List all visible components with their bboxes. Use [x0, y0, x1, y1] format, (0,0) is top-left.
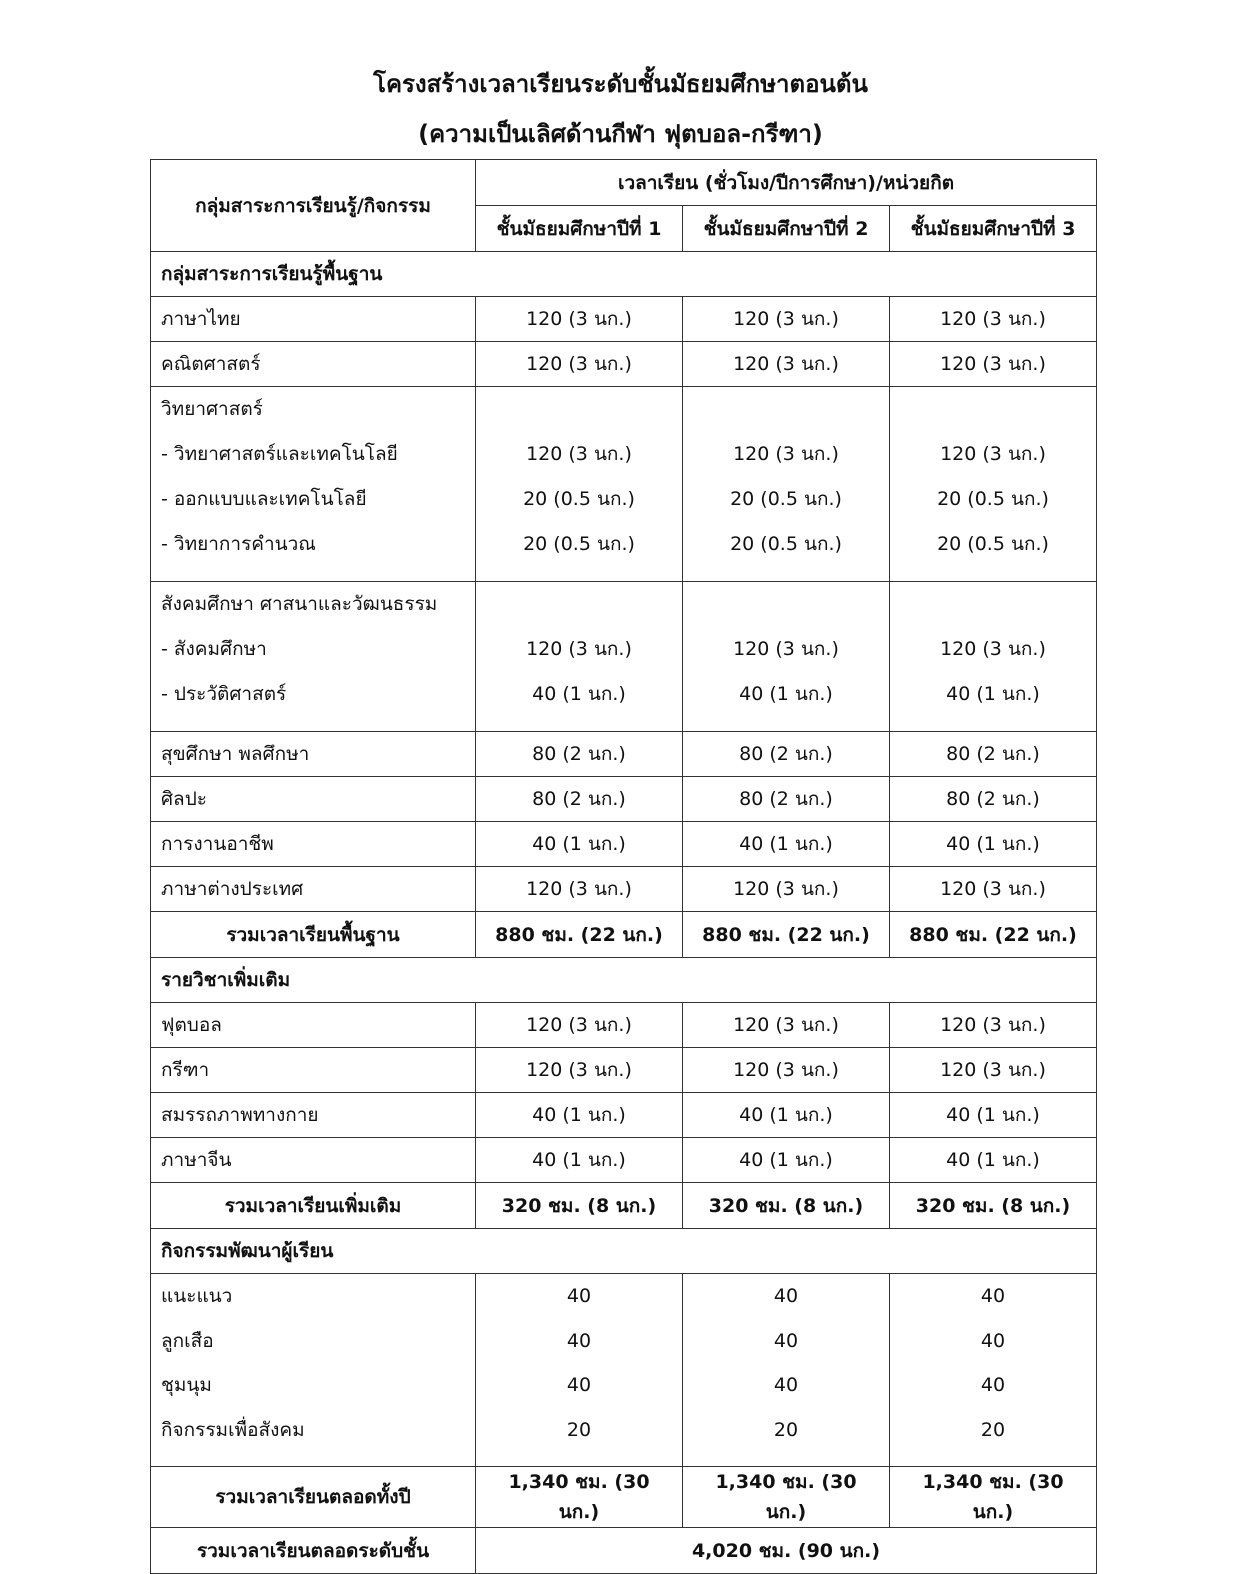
row-label: สุขศึกษา พลศึกษา — [151, 732, 476, 777]
row-value: 120 (3 นก.) — [683, 1003, 890, 1048]
row-value: 80 (2 นก.) — [683, 732, 890, 777]
row-value: 120 (3 นก.) — [940, 638, 1046, 660]
total-value: 880 ชม. (22 นก.) — [476, 912, 683, 958]
row-value: 120 (3 นก.) — [683, 297, 890, 342]
science-sub-2: - ออกแบบและเทคโนโลยี — [161, 488, 367, 510]
header-grade-2: ชั้นมัธยมศึกษาปีที่ 2 — [683, 206, 890, 252]
table-row — [151, 1048, 1097, 1093]
table-row-core-total — [151, 912, 1097, 958]
row-value: 40 (1 นก.) — [890, 1138, 1097, 1183]
row-value: 120 (3 นก.) — [476, 1048, 683, 1093]
table-row-arts — [151, 777, 1097, 822]
section-core-label: กลุ่มสาระการเรียนรู้พื้นฐาน — [151, 252, 1097, 297]
row-value: 40 (1 นก.) — [739, 683, 833, 705]
section-activities-label: กิจกรรมพัฒนาผู้เรียน — [151, 1229, 1097, 1274]
row-value: 20 — [773, 1418, 799, 1441]
table-row — [151, 1138, 1097, 1183]
row-value: 120 (3 นก.) — [526, 638, 632, 660]
row-value: 40 — [773, 1329, 799, 1352]
row-value: 120 (3 นก.) — [890, 867, 1097, 912]
row-value: 120 (3 นก.) — [890, 1048, 1097, 1093]
total-value: 1,340 ชม. (30 นก.) — [476, 1467, 683, 1528]
row-value: 120 (3 นก.) — [683, 342, 890, 387]
header-group-col: กลุ่มสาระการเรียนรู้/กิจกรรม — [151, 160, 476, 252]
header-grade-1: ชั้นมัธยมศึกษาปีที่ 1 — [476, 206, 683, 252]
row-value: 40 (1 นก.) — [890, 1093, 1097, 1138]
row-value: 20 (0.5 นก.) — [730, 488, 842, 510]
social-sub-2: - ประวัติศาสตร์ — [161, 683, 287, 705]
row-value: 20 — [980, 1418, 1006, 1441]
total-label: รวมเวลาเรียนตลอดทั้งปี — [151, 1467, 476, 1528]
science-sub-1: - วิทยาศาสตร์และเทคโนโลยี — [161, 443, 398, 465]
row-label: การงานอาชีพ — [151, 822, 476, 867]
science-label: วิทยาศาสตร์ — [161, 398, 263, 420]
row-label: ภาษาต่างประเทศ — [151, 867, 476, 912]
row-value: 40 — [980, 1285, 1006, 1307]
total-value: 1,340 ชม. (30 นก.) — [890, 1467, 1097, 1528]
row-value: 120 (3 นก.) — [476, 1003, 683, 1048]
row-value: 40 — [773, 1374, 799, 1396]
row-value: 120 (3 นก.) — [476, 297, 683, 342]
row-value: 40 — [773, 1285, 799, 1307]
table-row-activities — [151, 1274, 1097, 1467]
row-value: 40 — [980, 1329, 1006, 1352]
total-value: 320 ชม. (8 นก.) — [683, 1183, 890, 1229]
row-label: ภาษาจีน — [151, 1138, 476, 1183]
row-label-group — [151, 1274, 476, 1467]
table-row-level-total — [151, 1528, 1097, 1574]
row-label: ภาษาไทย — [151, 297, 476, 342]
section-activities — [151, 1229, 1097, 1274]
science-sub-3: - วิทยาการคำนวณ — [161, 533, 316, 555]
total-value: 320 ชม. (8 นก.) — [476, 1183, 683, 1229]
row-value: 120 (3 นก.) — [733, 638, 839, 660]
table-row-additional-total — [151, 1183, 1097, 1229]
page-subtitle: (ความเป็นเลิศด้านกีฬา ฟุตบอล-กรีฑา) — [418, 120, 823, 148]
total-value: 880 ชม. (22 นก.) — [683, 912, 890, 958]
table-row-social — [151, 582, 1097, 732]
row-value: 40 — [980, 1374, 1006, 1396]
row-value: 40 (1 นก.) — [683, 1138, 890, 1183]
row-value: 20 (0.5 นก.) — [937, 533, 1049, 555]
table-row-science — [151, 387, 1097, 582]
page-title: โครงสร้างเวลาเรียนระดับชั้นมัธยมศึกษาตอนต้น — [373, 70, 868, 98]
row-value: 40 — [566, 1374, 592, 1396]
table-row-career — [151, 822, 1097, 867]
total-value: 1,340 ชม. (30 นก.) — [683, 1467, 890, 1528]
table-row — [151, 1093, 1097, 1138]
row-value: 120 (3 นก.) — [476, 342, 683, 387]
header-time-col: เวลาเรียน (ชั่วโมง/ปีการศึกษา)/หน่วยกิต — [476, 160, 1097, 206]
row-value-group — [890, 387, 1097, 582]
row-value-group — [683, 1274, 890, 1467]
row-label-group — [151, 582, 476, 732]
row-value: 40 (1 นก.) — [683, 1093, 890, 1138]
row-value: 80 (2 นก.) — [890, 732, 1097, 777]
activity-label: ชุมนุม — [161, 1374, 212, 1396]
row-value: 120 (3 นก.) — [526, 443, 632, 465]
row-value: 120 (3 นก.) — [733, 443, 839, 465]
total-value: 4,020 ชม. (90 นก.) — [476, 1528, 1097, 1574]
activity-label: ลูกเสือ — [161, 1329, 214, 1352]
row-value: 40 (1 นก.) — [683, 822, 890, 867]
section-core — [151, 252, 1097, 297]
row-value: 40 — [566, 1285, 592, 1307]
row-value: 40 (1 นก.) — [476, 1093, 683, 1138]
row-value: 20 (0.5 นก.) — [937, 488, 1049, 510]
row-value: 120 (3 นก.) — [890, 342, 1097, 387]
total-label: รวมเวลาเรียนเพิ่มเติม — [151, 1183, 476, 1229]
total-value: 320 ชม. (8 นก.) — [890, 1183, 1097, 1229]
table-row-health — [151, 732, 1097, 777]
row-value: 120 (3 นก.) — [476, 867, 683, 912]
row-value: 120 (3 นก.) — [890, 297, 1097, 342]
row-value: 20 (0.5 นก.) — [523, 533, 635, 555]
row-label: สมรรถภาพทางกาย — [151, 1093, 476, 1138]
row-value: 80 (2 นก.) — [683, 777, 890, 822]
row-value: 80 (2 นก.) — [476, 732, 683, 777]
row-value: 40 (1 นก.) — [532, 683, 626, 705]
section-additional — [151, 958, 1097, 1003]
row-value-group — [476, 1274, 683, 1467]
row-label-group — [151, 387, 476, 582]
row-value-group — [890, 1274, 1097, 1467]
row-value: 120 (3 นก.) — [890, 1003, 1097, 1048]
row-value: 40 (1 นก.) — [476, 1138, 683, 1183]
section-additional-label: รายวิชาเพิ่มเติม — [151, 958, 1097, 1003]
row-value-group — [476, 582, 683, 732]
row-label: กรีฑา — [151, 1048, 476, 1093]
row-value-group — [476, 387, 683, 582]
row-value-group — [683, 387, 890, 582]
row-label: คณิตศาสตร์ — [151, 342, 476, 387]
header-grade-3: ชั้นมัธยมศึกษาปีที่ 3 — [890, 206, 1097, 252]
activity-label: แนะแนว — [161, 1285, 233, 1307]
table-row-foreign — [151, 867, 1097, 912]
row-value-group — [683, 582, 890, 732]
row-label: ฟุตบอล — [151, 1003, 476, 1048]
table-row-math — [151, 342, 1097, 387]
row-value: 40 — [566, 1329, 592, 1352]
row-value: 80 (2 นก.) — [890, 777, 1097, 822]
table-row-thai — [151, 297, 1097, 342]
row-value: 20 — [566, 1418, 592, 1441]
activity-label: กิจกรรมเพื่อสังคม — [161, 1418, 305, 1441]
row-value: 20 (0.5 นก.) — [730, 533, 842, 555]
row-value: 40 (1 นก.) — [946, 683, 1040, 705]
row-label: ศิลปะ — [151, 777, 476, 822]
total-value: 880 ชม. (22 นก.) — [890, 912, 1097, 958]
table-row-year-total — [151, 1467, 1097, 1528]
table-row — [151, 1003, 1097, 1048]
row-value: 80 (2 นก.) — [476, 777, 683, 822]
row-value: 40 (1 นก.) — [476, 822, 683, 867]
social-label: สังคมศึกษา ศาสนาและวัฒนธรรม — [161, 593, 438, 615]
row-value: 40 (1 นก.) — [890, 822, 1097, 867]
curriculum-table — [150, 159, 1097, 1574]
row-value: 20 (0.5 นก.) — [523, 488, 635, 510]
total-label: รวมเวลาเรียนตลอดระดับชั้น — [151, 1528, 476, 1574]
row-value-group — [890, 582, 1097, 732]
row-value: 120 (3 นก.) — [940, 443, 1046, 465]
social-sub-1: - สังคมศึกษา — [161, 638, 267, 660]
row-value: 120 (3 นก.) — [683, 867, 890, 912]
row-value: 120 (3 นก.) — [683, 1048, 890, 1093]
total-label: รวมเวลาเรียนพื้นฐาน — [151, 912, 476, 958]
